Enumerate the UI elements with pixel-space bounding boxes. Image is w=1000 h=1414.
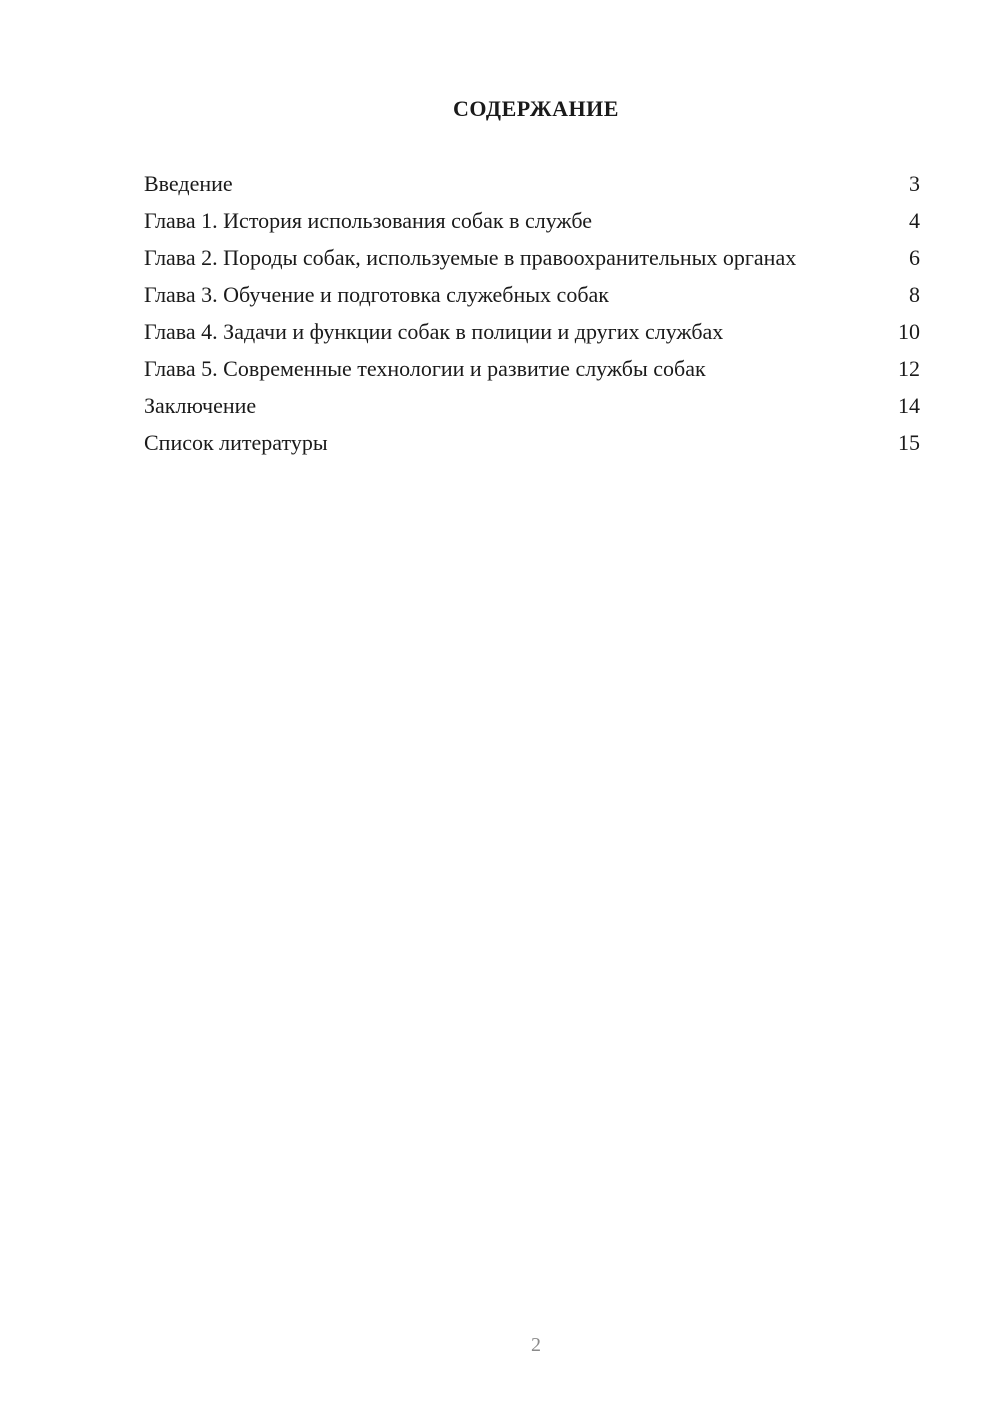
toc-entry-page: 4 [909, 208, 920, 233]
toc-entry-conclusion [144, 392, 920, 419]
toc-entry-page: 6 [909, 245, 920, 270]
toc-entry-page: 12 [898, 356, 920, 381]
toc-entry-chapter-3 [144, 281, 920, 308]
page-number: 2 [531, 1334, 541, 1356]
toc-entry-label: Заключение [144, 393, 257, 418]
page-title: СОДЕРЖАНИЕ [453, 96, 619, 121]
toc-entry-page: 3 [909, 171, 920, 196]
toc-entry-label: Глава 5. Современные технологии и развитие службы собак [144, 356, 706, 381]
toc-entry-bibliography [144, 429, 920, 456]
toc-entry-page: 8 [909, 282, 920, 307]
toc-entry-chapter-5 [144, 355, 920, 382]
toc-entry-chapter-4 [144, 318, 920, 345]
toc-entry-page: 14 [898, 393, 920, 418]
toc-entry-label: Глава 3. Обучение и подготовка служебных собак [144, 282, 609, 307]
toc-entry-page: 10 [898, 319, 920, 344]
toc-entry-introduction [144, 170, 920, 197]
toc-entry-label: Глава 2. Породы собак, используемые в правоохранительных органах [144, 245, 797, 270]
table-of-contents [144, 170, 920, 466]
toc-entry-label: Глава 4. Задачи и функции собак в полиции и других службах [144, 319, 724, 344]
toc-entry-chapter-2 [144, 244, 920, 271]
toc-entry-page: 15 [898, 430, 920, 455]
toc-entry-label: Введение [144, 171, 233, 196]
toc-entry-label: Глава 1. История использования собак в службе [144, 208, 592, 233]
toc-entry-chapter-1 [144, 207, 920, 234]
toc-entry-label: Список литературы [144, 430, 328, 455]
